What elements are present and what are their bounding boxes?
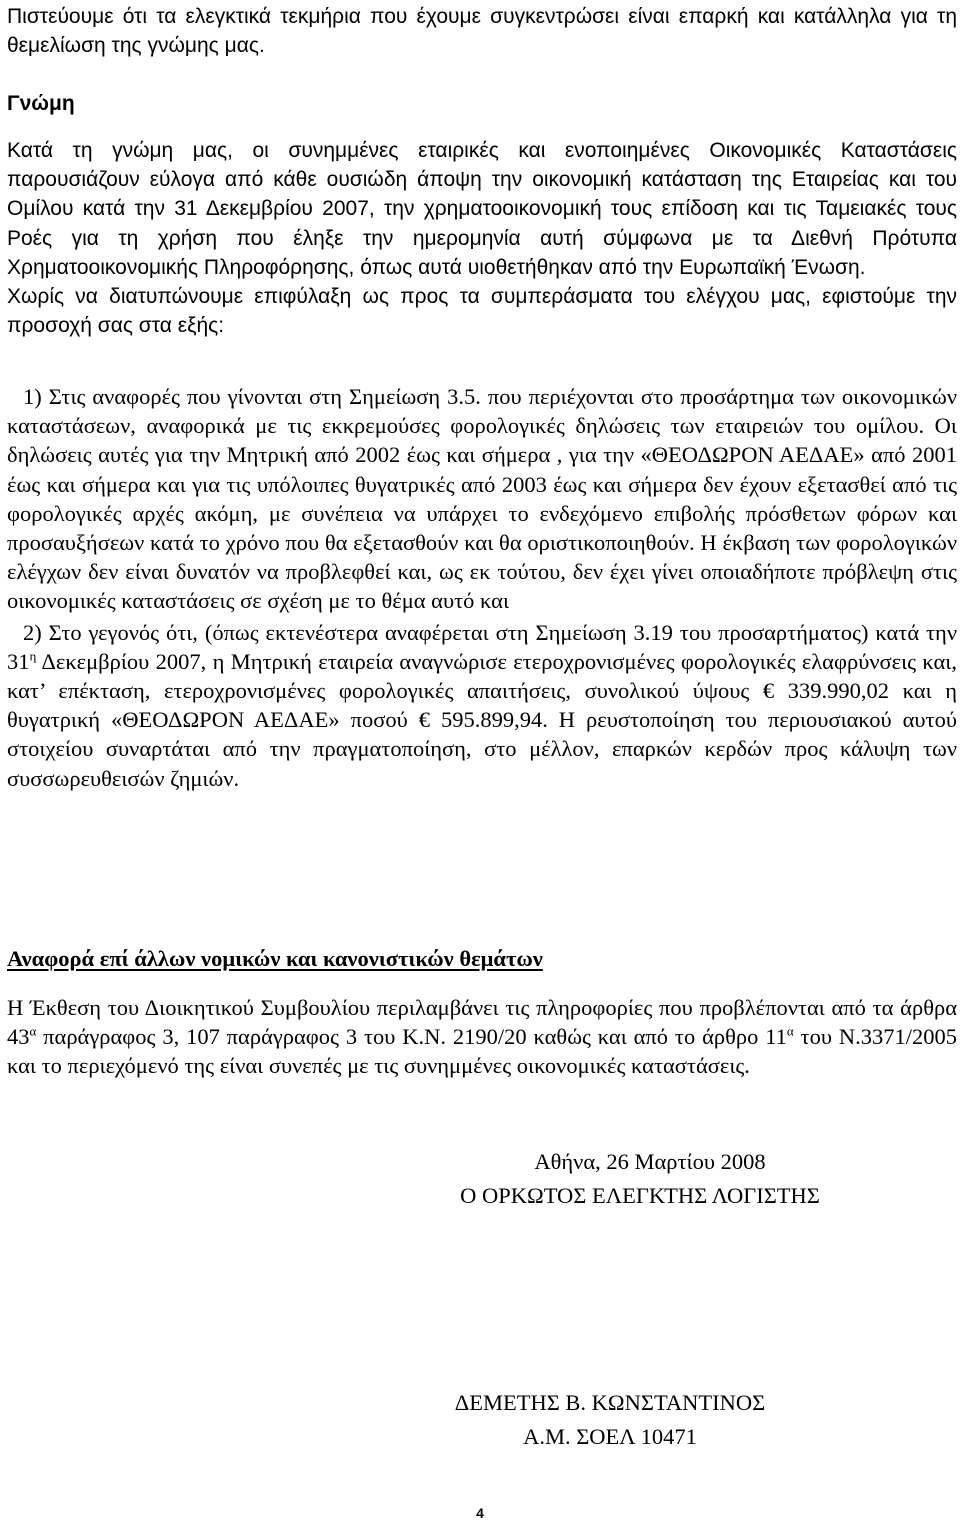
point-2-superscript: η (29, 648, 37, 664)
legal-text-1: Η Έκθεση του Διοικητικού Συμβουλίου περιλαμβάνει τις πληροφορίες που προβλέπονται από τα άρθρα 43 (7, 995, 957, 1050)
signature-header (410, 1145, 870, 1213)
legal-paragraph (7, 993, 957, 1081)
auditor-name: ΔΕΜΕΤΗΣ Β. ΚΩΝΣΤΑΝΤΙΝΟΣ (454, 1390, 766, 1415)
opinion-paragraph: Κατά τη γνώμη μας, οι συνημμένες εταιρικές και ενοποιημένες Οικονομικές Καταστάσεις παρουσιάζουν εύλογα από κάθε ουσιώδη άποψη την οικονομική κατάσταση της Εταιρείας και του Ομίλου κατά την 31 Δεκεμβρίου 2007, την χρηματοοικονομική τους επίδοση και τις Ταμειακές τους Ροές για τη χρήση που έληξε την ημερομηνία αυτή σύμφωνα με τα Διεθνή Πρότυπα Χρηματοοικονομικής Πληροφόρησης, όπως αυτά υιοθετήθηκαν από την Ευρωπαϊκή Ένωση. (7, 139, 957, 279)
legal-superscript-2: α (786, 1023, 794, 1039)
points-section (7, 382, 957, 793)
legal-text-2: παράγραφος 3, 107 παράγραφος 3 του Κ.Ν. 2190/20 καθώς και από το άρθρο 11 (36, 1024, 787, 1050)
signature-footer (430, 1386, 790, 1454)
place-date: Αθήνα, 26 Μαρτίου 2008 (534, 1149, 766, 1174)
intro-section (7, 2, 957, 60)
emphasis-intro: Χωρίς να διατυπώνουμε επιφύλαξη ως προς τα συμπεράσματα του ελέγχου μας, εφιστούμε την προσοχή σας στα εξής: (7, 285, 957, 338)
legal-text-3: του Ν.3371/2005 και το περιεχόμενό της είναι συνεπές με τις συνημμένες οικονομικές καταστάσεις. (7, 1024, 957, 1079)
legal-heading-wrap (7, 946, 957, 972)
auditor-title: Ο ΟΡΚΩΤΟΣ ΕΛΕΓΚΤΗΣ ΛΟΓΙΣΤΗΣ (460, 1183, 820, 1208)
legal-section (7, 993, 957, 1081)
legal-superscript-1: α (29, 1023, 37, 1039)
point-1: 1) Στις αναφορές που γίνονται στη Σημείωση 3.5. που περιέχονται στο προσάρτημα των οικονομικών καταστάσεων, αναφορικά με τις εκκρεμούσες φορολογικές δηλώσεις των εταιρειών του ομίλου. Οι δηλώσεις αυτές για την Μητρική από 2002 έως και σήμερα , για την «ΘΕΟΔΩΡΟΝ ΑΕΔΑΕ» από 2001 έως και σήμερα και για τις υπόλοιπες θυγατρικές από 2003 έως και σήμερα δεν έχουν εξετασθεί από τις φορολογικές αρχές ακόμη, με συνέπεια να υπάρχει το ενδεχόμενο επιβολής πρόσθετων φόρων και προσαυξήσεων κατά το χρόνο που θα εξετασθούν και θα οριστικοποιηθούν. Η έκβαση των φορολογικών ελέγχων δεν είναι δυνατόν να προβλεφθεί και, ως εκ τούτου, δεν έχει γίνει οποιαδήποτε πρόβλεψη στις οικονομικές καταστάσεις σε σχέση με το θέμα αυτό και (7, 384, 957, 614)
registration-number: Α.Μ. ΣΟΕΛ 10471 (523, 1424, 697, 1449)
page-number: 4 (476, 1505, 484, 1521)
point-2-text-a: 2) Στο γεγονός ότι, (όπως εκτενέστερα αναφέρεται στη Σημείωση 3.19 του προσαρτήματος) κατά την 31 (7, 619, 957, 674)
legal-heading: Αναφορά επί άλλων νομικών και κανονιστικών θεμάτων (7, 946, 543, 971)
intro-paragraph: Πιστεύουμε ότι τα ελεγκτικά τεκμήρια που έχουμε συγκεντρώσει είναι επαρκή και κατάλληλα για τη θεμελίωση της γνώμης μας. (7, 5, 957, 58)
point-2-text-b: Δεκεμβρίου 2007, η Μητρική εταιρεία αναγνώρισε ετεροχρονισμένες φορολογικές ελαφρύνσεις και, κατ’ επέκταση, ετεροχρονισμένες φορολογικές απαιτήσεις, συνολικού ύψους € 339.990,02 και η θυγατρική «ΘΕΟΔΩΡΟΝ ΑΕΔΑΕ» ποσού € 595.899,94. Η ρευστοποίηση του περιουσιακού αυτού στοιχείου συναρτάται από την πραγματοποίηση, στο μέλλον, επαρκών κερδών προς κάλυψη των συσσωρευθεισών ζημιών. (7, 648, 957, 791)
point-2 (7, 618, 957, 793)
opinion-heading: Γνώμη (7, 92, 75, 115)
opinion-section (7, 136, 957, 340)
